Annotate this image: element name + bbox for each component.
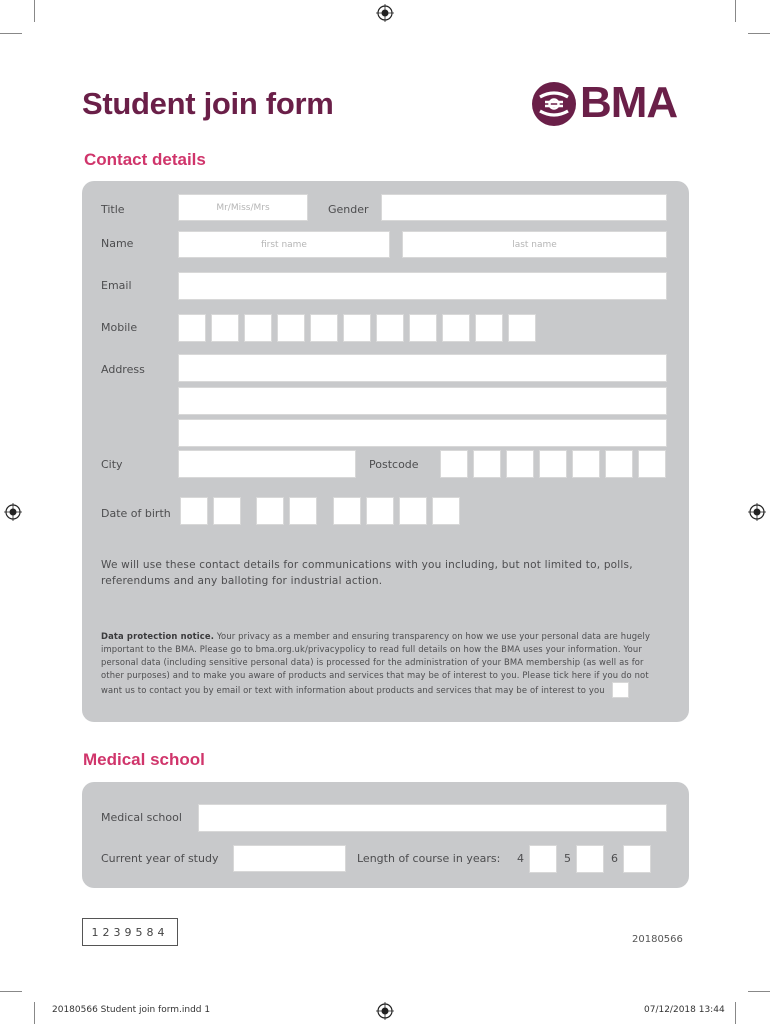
page-title: Student join form: [82, 86, 334, 121]
dob-year-box[interactable]: [399, 497, 427, 525]
mobile-digit-box[interactable]: [178, 314, 206, 342]
course-length-option-4-label: 4: [517, 852, 524, 865]
dob-year-box[interactable]: [333, 497, 361, 525]
postcode-char-box[interactable]: [506, 450, 534, 478]
course-length-option-6-box[interactable]: [623, 845, 651, 873]
file-slug: 20180566 Student join form.indd 1: [52, 1005, 211, 1015]
mobile-digit-box[interactable]: [376, 314, 404, 342]
registration-mark-icon: [376, 4, 394, 22]
crop-mark: [748, 991, 770, 992]
last-name-placeholder: last name: [512, 239, 557, 250]
medical-school-label: Medical school: [101, 811, 182, 824]
registration-mark-icon: [376, 1002, 394, 1020]
data-protection-notice: [101, 630, 667, 698]
year-of-study-input[interactable]: [233, 845, 346, 872]
email-label: Email: [101, 279, 132, 292]
address-line-2-input[interactable]: [178, 387, 667, 415]
course-length-option-5-box[interactable]: [576, 845, 604, 873]
registration-mark-icon: [748, 503, 766, 521]
postcode-char-box[interactable]: [440, 450, 468, 478]
dob-day-box[interactable]: [180, 497, 208, 525]
crop-mark: [735, 0, 736, 22]
dob-label: Date of birth: [101, 507, 171, 520]
title-input[interactable]: [178, 194, 308, 221]
mobile-digit-box[interactable]: [475, 314, 503, 342]
medical-school-heading: Medical school: [83, 750, 205, 769]
contact-usage-notice: We will use these contact details for communications with you including, but not limited to, polls, referendums and any balloting for industrial action.: [101, 559, 633, 587]
dob-year-box[interactable]: [366, 497, 394, 525]
print-datetime: 07/12/2018 13:44: [644, 1005, 725, 1015]
gender-input[interactable]: [381, 194, 667, 221]
address-line-3-input[interactable]: [178, 419, 667, 447]
form-code: 1239584: [82, 918, 178, 946]
crop-mark: [0, 991, 22, 992]
course-length-option-6-label: 6: [611, 852, 618, 865]
mobile-label: Mobile: [101, 321, 138, 334]
email-input[interactable]: [178, 272, 667, 300]
dob-day-box[interactable]: [213, 497, 241, 525]
title-placeholder: Mr/Miss/Mrs: [216, 202, 270, 213]
course-length-option-5-label: 5: [564, 852, 571, 865]
mobile-digit-box[interactable]: [310, 314, 338, 342]
first-name-placeholder: first name: [261, 239, 307, 250]
postcode-char-box[interactable]: [605, 450, 633, 478]
reference-number: 20180566: [632, 934, 683, 945]
mobile-digit-box[interactable]: [409, 314, 437, 342]
dob-month-box[interactable]: [289, 497, 317, 525]
bma-logo: [530, 80, 690, 128]
crop-mark: [735, 1002, 736, 1024]
crop-mark: [34, 0, 35, 22]
mobile-digit-box[interactable]: [442, 314, 470, 342]
name-label: Name: [101, 237, 134, 250]
registration-mark-icon: [4, 503, 22, 521]
data-protection-text: Your privacy as a member and ensuring transparency on how we use your personal data are hugely important to the BMA. Please go to bma.org.uk/privacypolicy to read full details on how the BMA uses your information. Your personal data (including sensitive personal data) is processed for the administration of your BMA membership (as well as for other purposes) and to make you aware of products and services that may be of interest to you. Please tick here if you do not want us to contact you by email or text with information about products and services that may be of interest to you: [101, 631, 651, 695]
title-label: Title: [101, 203, 125, 216]
gender-label: Gender: [328, 203, 369, 216]
postcode-char-box[interactable]: [473, 450, 501, 478]
postcode-char-box[interactable]: [539, 450, 567, 478]
dob-month-box[interactable]: [256, 497, 284, 525]
year-of-study-label: Current year of study: [101, 852, 219, 865]
bma-wordmark: BMA: [580, 78, 678, 127]
address-line-1-input[interactable]: [178, 354, 667, 382]
postcode-label: Postcode: [369, 458, 419, 471]
medical-school-input[interactable]: [198, 804, 667, 832]
bma-emblem-icon: [530, 80, 578, 128]
contact-details-heading: Contact details: [84, 150, 206, 169]
course-length-option-4-box[interactable]: [529, 845, 557, 873]
crop-mark: [34, 1002, 35, 1024]
opt-out-checkbox[interactable]: [612, 682, 629, 698]
mobile-digit-box[interactable]: [508, 314, 536, 342]
mobile-digit-box[interactable]: [277, 314, 305, 342]
mobile-digit-box[interactable]: [244, 314, 272, 342]
last-name-input[interactable]: [402, 231, 667, 258]
data-protection-heading: Data protection notice.: [101, 631, 215, 641]
postcode-char-box[interactable]: [638, 450, 666, 478]
mobile-digit-box[interactable]: [211, 314, 239, 342]
postcode-char-box[interactable]: [572, 450, 600, 478]
address-label: Address: [101, 363, 145, 376]
course-length-label: Length of course in years:: [357, 852, 501, 865]
city-label: City: [101, 458, 123, 471]
crop-mark: [748, 33, 770, 34]
dob-year-box[interactable]: [432, 497, 460, 525]
first-name-input[interactable]: [178, 231, 390, 258]
crop-mark: [0, 33, 22, 34]
mobile-digit-box[interactable]: [343, 314, 371, 342]
city-input[interactable]: [178, 450, 356, 478]
